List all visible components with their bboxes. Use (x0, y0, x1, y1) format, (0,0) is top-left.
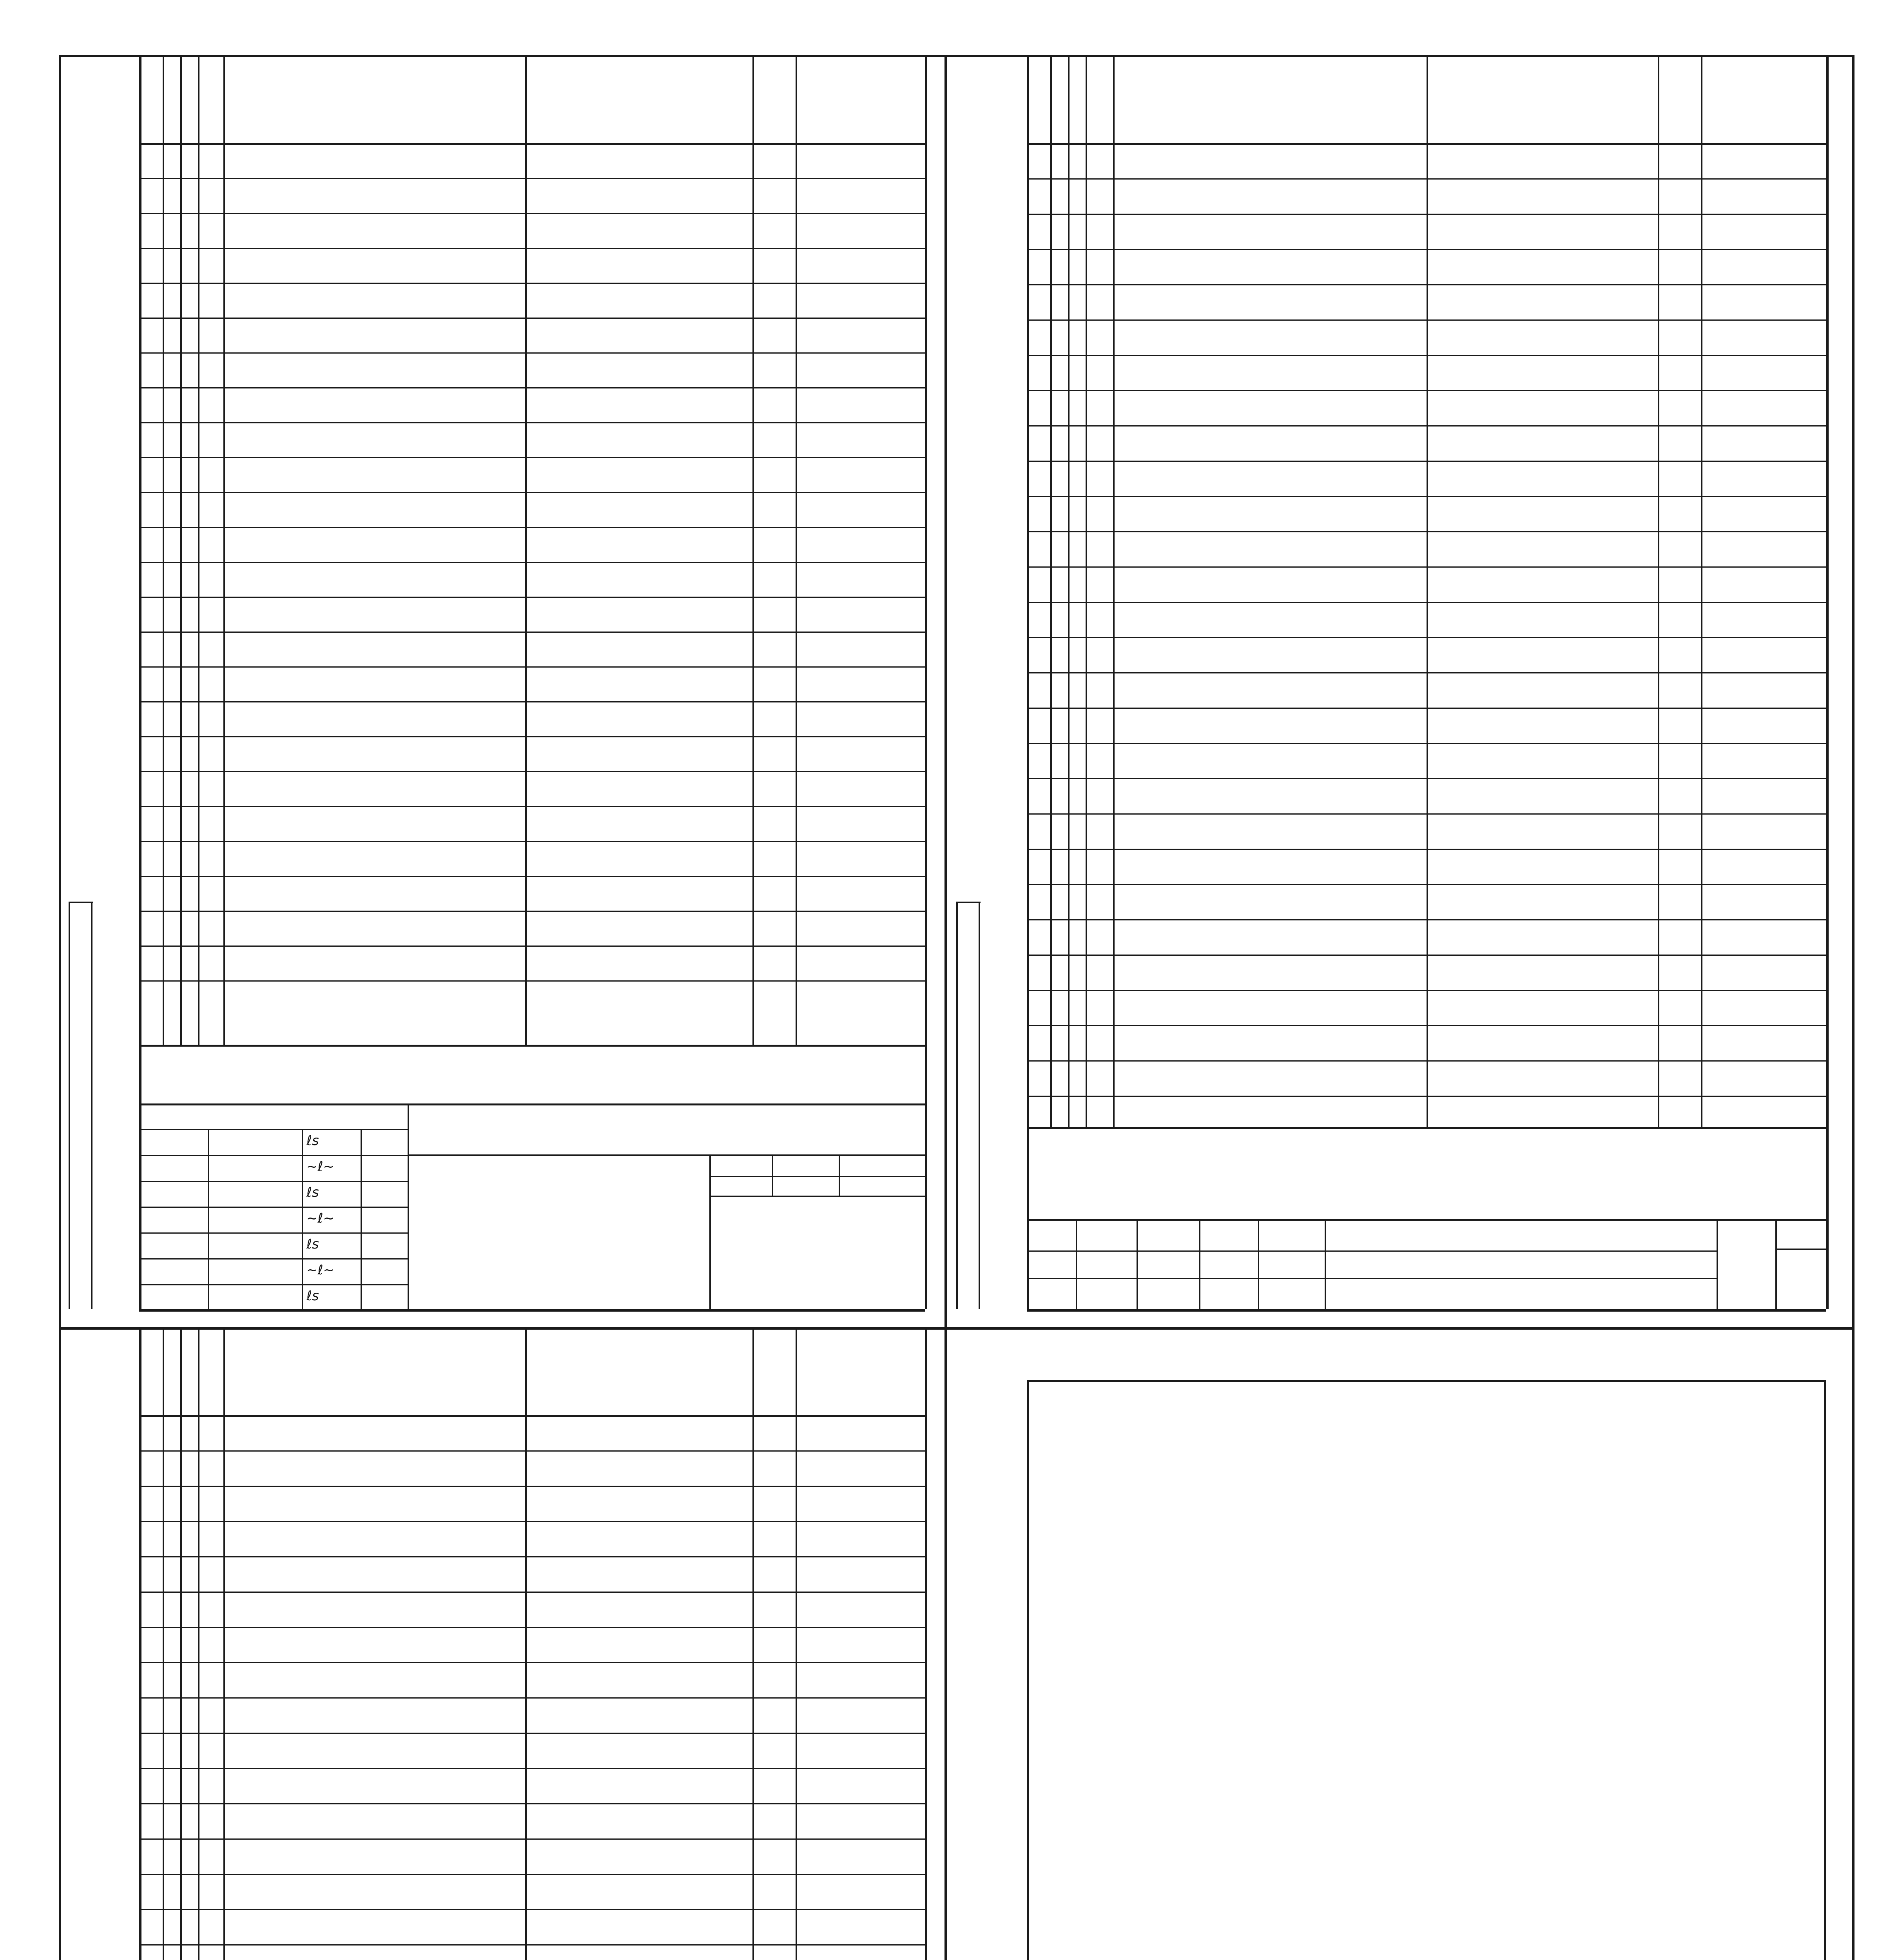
rule-line (1427, 55, 1428, 1127)
rule-line (1027, 1309, 1826, 1312)
signature: ℓs (306, 1133, 319, 1149)
rule-line (163, 55, 164, 1045)
rule-line (956, 902, 958, 1309)
rule-line (1027, 637, 1826, 638)
rule-line (1027, 602, 1826, 603)
rule-line (223, 1327, 225, 1960)
rule-line (139, 1045, 925, 1047)
rule-line (1027, 1096, 1826, 1097)
rule-line (139, 876, 925, 877)
rule-line (1027, 390, 1826, 391)
rule-line (839, 1154, 840, 1196)
rule-line (139, 1258, 408, 1259)
rule-line (139, 1181, 408, 1182)
rule-line (1325, 1219, 1326, 1309)
rule-line (1701, 55, 1702, 1127)
rule-line (139, 178, 925, 179)
rule-line (139, 946, 925, 947)
rule-line (139, 1592, 925, 1593)
rule-line (1775, 1249, 1826, 1250)
rule-line (139, 1662, 925, 1663)
rule-line (408, 1154, 925, 1156)
rule-line (223, 55, 225, 1045)
rule-line (1027, 178, 1826, 180)
rule-line (408, 1129, 409, 1309)
rule-line (180, 55, 182, 1045)
rule-line (139, 701, 925, 702)
rule-line (525, 55, 527, 1045)
rule-line (139, 55, 925, 57)
rule-line (1027, 496, 1826, 497)
rule-line (1027, 1127, 1826, 1129)
rule-line (139, 1155, 408, 1156)
rule-line (925, 55, 927, 1309)
rule-line (139, 422, 925, 423)
rule-line (1027, 955, 1826, 956)
rule-line (139, 911, 925, 912)
rule-line (139, 980, 925, 982)
rule-line (925, 1327, 927, 1960)
rule-line (139, 806, 925, 807)
rule-line (139, 736, 925, 737)
rule-line (139, 1521, 925, 1522)
rule-line (91, 902, 92, 1309)
rule-line (709, 1154, 711, 1309)
rule-line (139, 1486, 925, 1487)
rule-line (139, 457, 925, 458)
rule-line (1086, 55, 1087, 1127)
rule-line (1027, 1250, 1717, 1252)
rule-line (1027, 284, 1826, 285)
rule-line (139, 1556, 925, 1557)
rule-line (69, 902, 93, 903)
rule-line (139, 213, 925, 214)
rule-line (1027, 1278, 1717, 1279)
rule-line (1113, 55, 1115, 1127)
rule-line (1027, 319, 1826, 321)
signature: ℓs (306, 1288, 319, 1304)
rule-line (1027, 884, 1826, 885)
rule-line (1717, 1219, 1718, 1309)
rule-line (139, 1944, 925, 1945)
rule-line (139, 1129, 408, 1130)
rule-line (139, 1103, 925, 1105)
rule-line (1076, 1219, 1077, 1309)
rule-line (1027, 55, 1029, 1309)
rule-line (752, 1327, 754, 1960)
rule-line (709, 1196, 925, 1197)
rule-line (302, 1129, 303, 1309)
rule-line (198, 55, 199, 1045)
rule-line (1027, 1060, 1826, 1062)
rule-line (139, 1284, 408, 1285)
rule-line (1137, 1219, 1138, 1309)
rule-line (198, 1327, 199, 1960)
rule-line (139, 318, 925, 319)
rule-line (979, 902, 980, 1309)
rule-line (709, 1176, 925, 1177)
rule-line (139, 771, 925, 772)
rule-line (139, 1697, 925, 1699)
rule-line (139, 143, 925, 145)
rule-line (139, 1232, 408, 1234)
rule-line (163, 1327, 164, 1960)
rule-line (1258, 1219, 1259, 1309)
rule-line (139, 527, 925, 528)
rule-line (139, 1310, 408, 1311)
rule-line (1027, 708, 1826, 709)
rule-line (796, 55, 797, 1045)
rule-line (139, 1803, 925, 1804)
rule-line (1027, 1025, 1826, 1026)
rule-line (796, 1327, 797, 1960)
signature: ~ℓ~ (306, 1262, 335, 1278)
signature: ~ℓ~ (306, 1159, 335, 1174)
rule-line (139, 1838, 925, 1840)
rule-line (139, 1207, 408, 1208)
rule-line (139, 1415, 925, 1417)
rule-line (139, 1768, 925, 1769)
rule-line (139, 1909, 925, 1910)
rule-line (180, 1327, 182, 1960)
rule-line (1027, 919, 1826, 920)
rule-line (1027, 672, 1826, 673)
rule-line (1027, 425, 1826, 426)
rule-line (139, 1874, 925, 1875)
rule-line (1826, 55, 1829, 1309)
rule-line (1027, 743, 1826, 744)
rule-line (752, 55, 754, 1045)
rule-line (139, 1450, 925, 1452)
rule-line (139, 1627, 925, 1628)
rule-line (1027, 849, 1826, 850)
rule-line (1027, 778, 1826, 779)
rule-line (361, 1129, 362, 1309)
rule-line (139, 492, 925, 493)
rule-line (208, 1129, 209, 1309)
rule-line (1027, 214, 1826, 215)
rule-line (139, 1733, 925, 1734)
rule-line (525, 1327, 527, 1960)
rule-line (1068, 55, 1070, 1127)
rule-line (1027, 355, 1826, 356)
rule-line (139, 1327, 141, 1960)
rule-line (1050, 55, 1052, 1127)
rule-line (139, 562, 925, 563)
rule-line (139, 841, 925, 842)
rule-line (139, 1327, 925, 1329)
rule-line (139, 352, 925, 354)
rule-line (772, 1154, 773, 1196)
rule-line (139, 1129, 140, 1309)
rule-line (139, 387, 925, 388)
rule-line (1199, 1219, 1200, 1309)
rule-line (69, 902, 70, 1309)
rule-line (139, 283, 925, 284)
rule-line (1027, 1219, 1826, 1221)
rule-line (139, 55, 141, 1309)
rule-line (1027, 813, 1826, 815)
rule-line (1027, 566, 1826, 568)
rule-line (956, 902, 981, 903)
rule-line (1027, 531, 1826, 532)
rule-line (139, 248, 925, 249)
rule-line (1027, 990, 1826, 991)
signature: ~ℓ~ (306, 1210, 335, 1226)
rule-line (1027, 461, 1826, 462)
signature: ℓs (306, 1185, 319, 1200)
rule-line (1775, 1219, 1777, 1309)
rule-line (1027, 249, 1826, 250)
rule-line (1658, 55, 1659, 1127)
rule-line (139, 597, 925, 598)
rule-line (139, 632, 925, 633)
signature: ℓs (306, 1236, 319, 1252)
rule-line (139, 666, 925, 668)
